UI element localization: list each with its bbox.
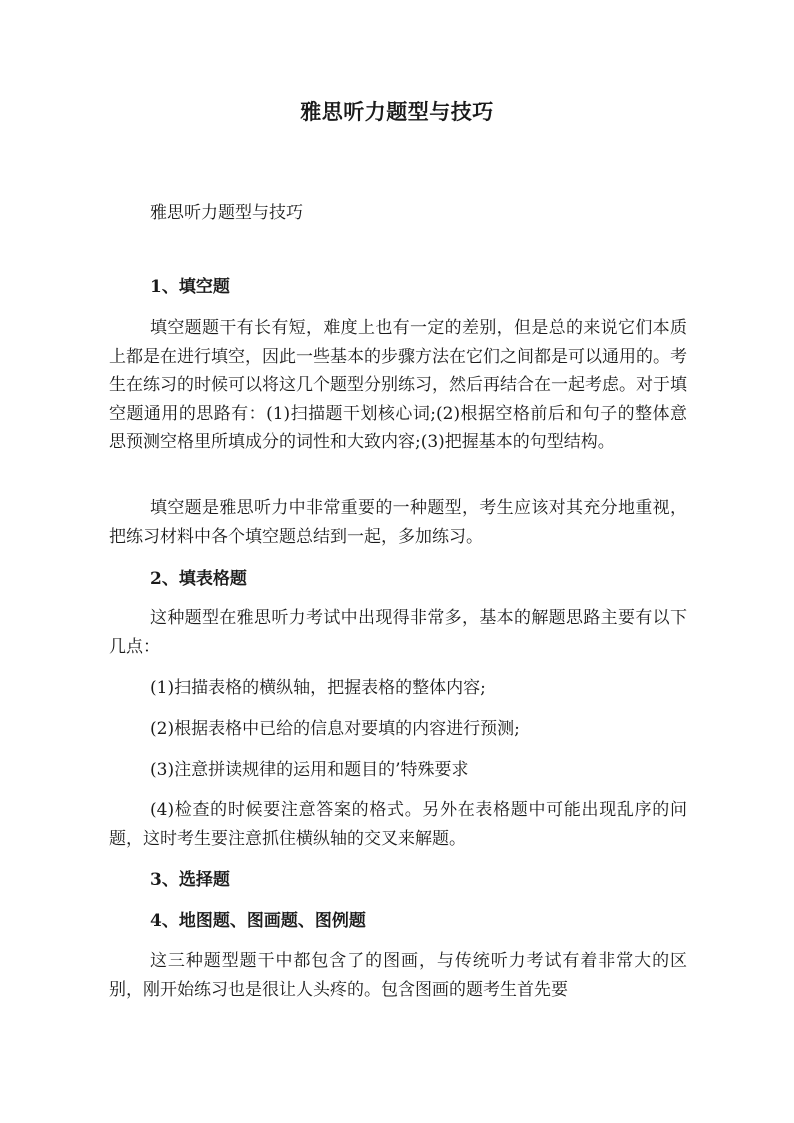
table-point-2: (2)根据表格中已给的信息对要填的内容进行预测; bbox=[150, 719, 520, 739]
document-title: 雅思听力题型与技巧 bbox=[300, 99, 494, 124]
section-heading-table: 2、填表格题 bbox=[150, 569, 247, 589]
table-point-1: (1)扫描表格的横纵轴，把握表格的整体内容; bbox=[150, 678, 486, 698]
paragraph-fill-blank-1: 填空题题干有长有短，难度上也有一定的差别，但是总的来说它们本质上都是在进行填空，因此一些基本的步骤方法在它们之间都是可以通用的。考生在练习的时候可以将这几个题型分别练习，然后再结合在一起考虑。对于填空题通用的思路有：(1)扫描题干划核心词;(2)根据空格前后和句子的整体意思预测空格里所填成分的词性和大致内容;(3)把握基本的句型结构。 bbox=[109, 318, 687, 452]
section-heading-choice: 3、选择题 bbox=[150, 870, 230, 890]
document-subtitle: 雅思听力题型与技巧 bbox=[150, 203, 303, 223]
paragraph-map-1: 这三种题型题干中都包含了的图画，与传统听力考试有着非常大的区别，刚开始练习也是很让人头疼的。包含图画的题考生首先要 bbox=[109, 951, 687, 1000]
paragraph-fill-blank-2: 填空题是雅思听力中非常重要的一种题型，考生应该对其充分地重视，把练习材料中各个填空题总结到一起，多加练习。 bbox=[109, 498, 687, 547]
section-heading-map: 4、地图题、图画题、图例题 bbox=[150, 911, 366, 931]
table-point-3: (3)注意拼读规律的运用和题目的’特殊要求 bbox=[150, 760, 469, 780]
paragraph-table-intro: 这种题型在雅思听力考试中出现得非常多，基本的解题思路主要有以下几点： bbox=[109, 608, 687, 657]
table-point-4: (4)检查的时候要注意答案的格式。另外在表格题中可能出现乱序的问题，这时考生要注意抓住横纵轴的交叉来解题。 bbox=[109, 800, 687, 849]
section-heading-fill-blank: 1、填空题 bbox=[150, 277, 230, 297]
